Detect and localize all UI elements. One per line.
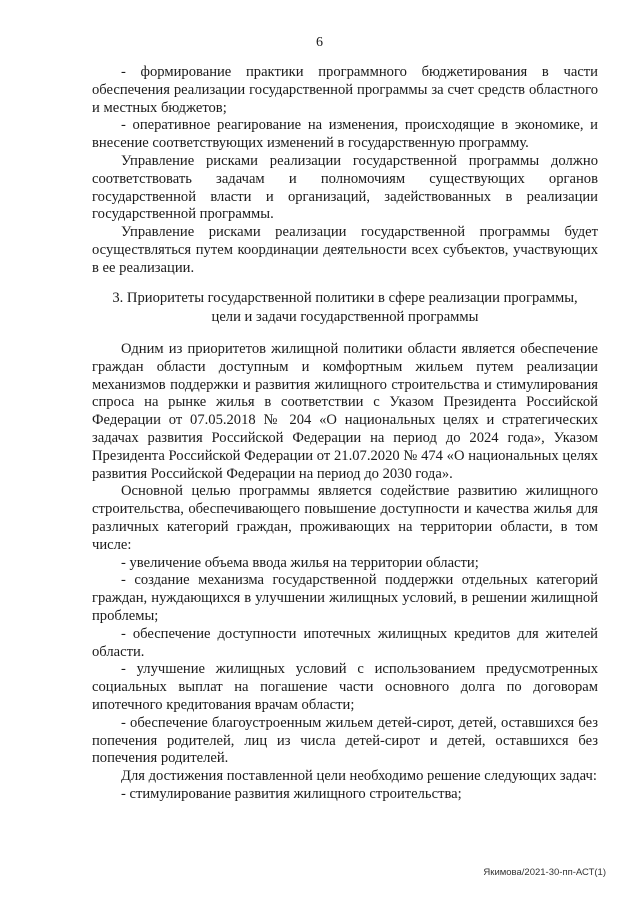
paragraph: Управление рисками реализации государственной программы должно соответствовать задачам и полномочиям существующих органов государственной власти и организаций, задействованных в реализации государственной программы. xyxy=(92,152,598,223)
page-number: 6 xyxy=(316,35,323,50)
footer-document-code: Якимова/2021-30-пп-АСТ(1) xyxy=(483,867,606,878)
paragraph: - стимулирование развития жилищного строительства; xyxy=(121,785,462,802)
paragraph: - оперативное реагирование на изменения, происходящие в экономике, и внесение соответствующих изменений в государственную программу. xyxy=(92,117,598,152)
section-heading xyxy=(80,289,610,327)
section-heading-line: 3. Приоритеты государственной политики в сфере реализации программы, xyxy=(112,290,578,306)
paragraph: Управление рисками реализации государственной программы будет осуществляться путем координации деятельности всех субъектов, участвующих в ее реализации. xyxy=(92,224,598,276)
top-text-block xyxy=(92,64,598,278)
section-heading-line: цели и задачи государственной программы xyxy=(211,309,479,325)
paragraph: - увеличение объема ввода жилья на территории области; xyxy=(121,554,479,571)
paragraph: Одним из приоритетов жилищной политики области является обеспечение граждан области доступным и комфортным жильем путем реализации механизмов поддержки и развития жилищного строительства и стимулирования спроса на рынке жилья в соответствии с Указом Президента Российской Федерации от 07.05.2018 № 204 «О национальных целях и стратегических задачах развития Российской Федерации на период до 2024 года», Указом Президента Российской Федерации от 21.07.2020 № 474 «О национальных целях развития Российской Федерации на период до 2030 года». xyxy=(92,341,598,482)
paragraph: Для достижения поставленной цели необходимо решение следующих задач: xyxy=(121,768,597,785)
paragraph: - формирование практики программного бюджетирования в части обеспечения реализации государственной программы за счет средств областного и местных бюджетов; xyxy=(92,64,598,116)
paragraph: - улучшение жилищных условий с использованием предусмотренных социальных выплат на погашение части основного долга по договорам ипотечного кредитования врачам области; xyxy=(92,661,598,713)
body-text-block xyxy=(92,341,598,804)
paragraph: - обеспечение благоустроенным жильем детей-сирот, детей, оставшихся без попечения родителей, лиц из числа детей-сирот и детей, оставшихся без попечения родителей. xyxy=(92,714,598,767)
paragraph: - создание механизма государственной поддержки отдельных категорий граждан, нуждающихся в улучшении жилищных условий, в решении жилищной проблемы; xyxy=(92,572,598,624)
paragraph: Основной целью программы является содействие развитию жилищного строительства, обеспечивающего повышение доступности и качества жилья для различных категорий граждан, проживающих на территории области, в том числе: xyxy=(92,483,598,553)
paragraph: - обеспечение доступности ипотечных жилищных кредитов для жителей области. xyxy=(92,625,598,660)
